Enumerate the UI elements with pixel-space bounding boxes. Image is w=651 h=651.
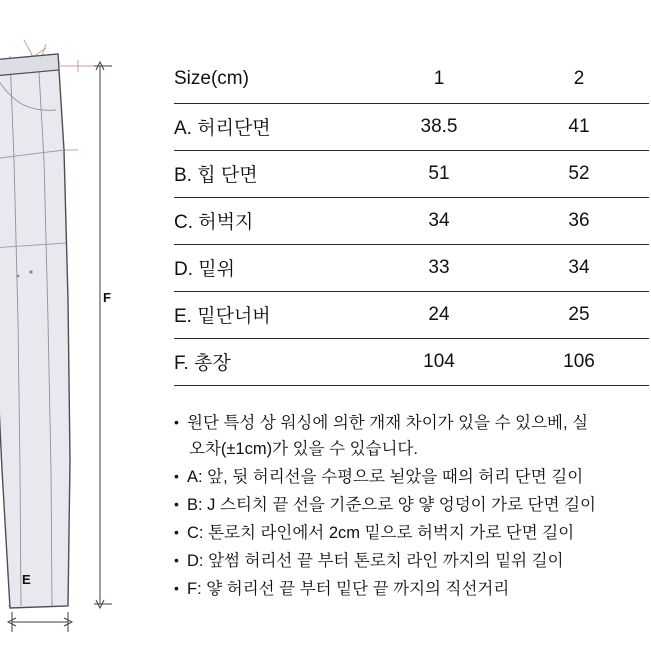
header-size-2: 2 [509, 56, 649, 103]
row-value-size1: 51 [369, 150, 509, 197]
dimension-label-e: E [22, 572, 31, 587]
table-row [174, 291, 649, 338]
bullet-icon: • [174, 551, 179, 568]
row-value-size2: 25 [509, 291, 649, 338]
note-item [174, 576, 651, 602]
note-item [174, 464, 651, 490]
note-text: F: 얗 허리선 끝 부터 밑단 끝 까지의 직선거리 [187, 579, 510, 598]
row-value-size2: 106 [509, 338, 649, 385]
size-table [174, 56, 649, 386]
header-size-1: 1 [369, 56, 509, 103]
row-value-size2: 34 [509, 244, 649, 291]
row-label: D. 밑위 [174, 244, 369, 291]
note-text: B: J 스티치 끝 선을 기준으로 양 얗 엉덩이 가로 단면 길이 [187, 495, 596, 514]
table-row [174, 338, 649, 385]
row-label: C. 허벅지 [174, 197, 369, 244]
row-label: B. 힙 단면 [174, 150, 369, 197]
row-label: E. 밑단너버 [174, 291, 369, 338]
table-row [174, 197, 649, 244]
notes-list [174, 410, 651, 602]
table-row [174, 103, 649, 150]
row-label: A. 허리단면 [174, 103, 369, 150]
row-value-size1: 34 [369, 197, 509, 244]
row-value-size1: 33 [369, 244, 509, 291]
bullet-icon: • [174, 467, 179, 484]
row-value-size1: 38.5 [369, 103, 509, 150]
bullet-icon: • [174, 579, 179, 596]
note-text-line1: 원단 특성 상 워싱에 의한 개재 차이가 있을 수 있으베, 실 [187, 413, 589, 432]
table-row [174, 244, 649, 291]
row-value-size2: 36 [509, 197, 649, 244]
pants-technical-drawing-icon [0, 0, 166, 651]
size-chart-content [166, 0, 651, 651]
note-item [174, 410, 651, 462]
table-header-row [174, 56, 649, 103]
bullet-icon: • [174, 523, 179, 540]
note-item [174, 520, 651, 546]
note-text [187, 410, 651, 462]
row-value-size1: 24 [369, 291, 509, 338]
table-row [174, 150, 649, 197]
pants-drawing-panel [0, 0, 166, 651]
row-value-size2: 52 [509, 150, 649, 197]
bullet-icon: • [174, 413, 179, 430]
note-item [174, 492, 651, 518]
dimension-label-f: F [103, 290, 111, 305]
note-text: D: 앞썸 허리선 끝 부터 톤로치 라인 까지의 밑위 길이 [187, 551, 564, 570]
header-size-label: Size(cm) [174, 56, 369, 103]
note-item [174, 548, 651, 574]
bullet-icon: • [174, 495, 179, 512]
note-text-line2: 오차(±1cm)가 있을 수 있습니다. [189, 439, 418, 458]
row-label: F. 총장 [174, 338, 369, 385]
row-value-size1: 104 [369, 338, 509, 385]
note-text: C: 톤로치 라인에서 2cm 밑으로 허벅지 가로 단면 길이 [187, 523, 575, 542]
row-value-size2: 41 [509, 103, 649, 150]
note-text: A: 앞, 뒷 허리선을 수평으로 뇓았을 때의 허리 단면 길이 [187, 467, 584, 486]
